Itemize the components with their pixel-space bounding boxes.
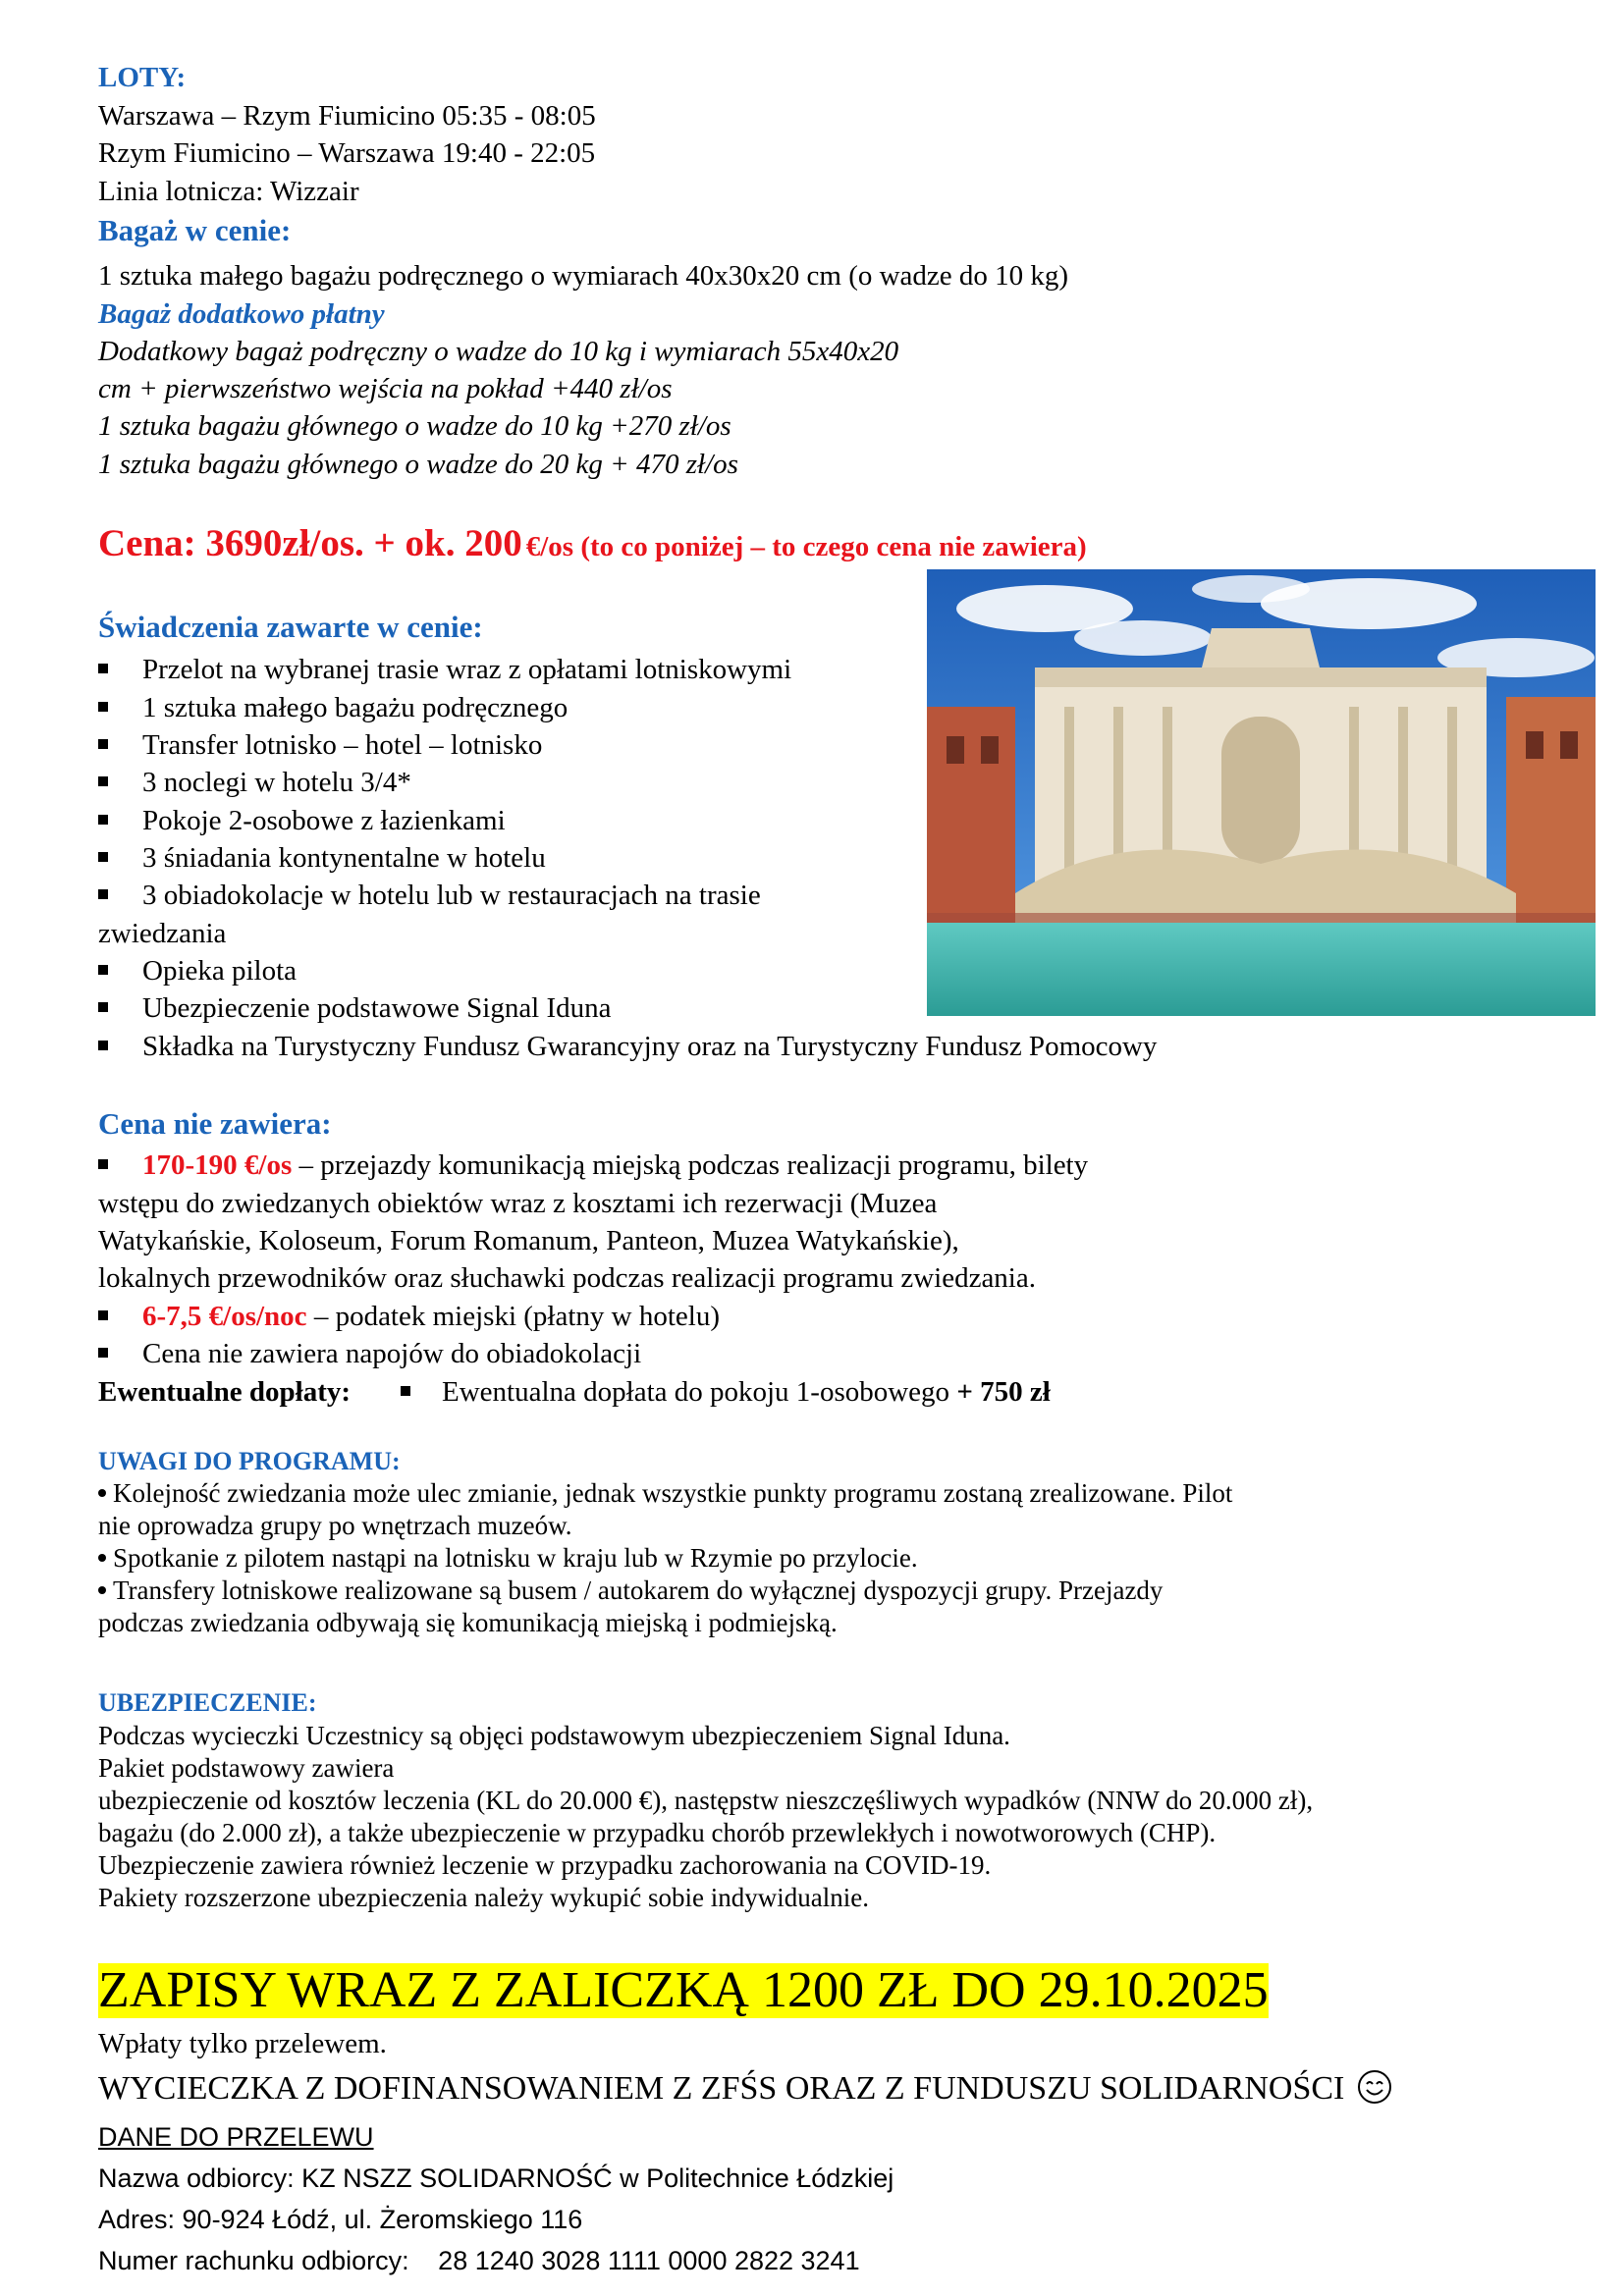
- payment-note: Wpłaty tylko przelewem.: [98, 2028, 387, 2059]
- account-label: Numer rachunku odbiorcy:: [98, 2246, 409, 2275]
- bullet-icon: [98, 776, 108, 786]
- bullet-dot-icon: [98, 1489, 106, 1497]
- account-number: 28 1240 3028 1111 0000 2822 3241: [438, 2246, 860, 2275]
- included-item: Opieka pilota: [142, 955, 298, 987]
- bullet-icon: [98, 852, 108, 862]
- bullet-icon: [401, 1386, 410, 1396]
- bullet-icon: [98, 1348, 108, 1358]
- baggage-extra-line: cm + pierwszeństwo wejścia na pokład +440 zł/os: [98, 373, 673, 404]
- notes-line: nie oprowadza grupy po wnętrzach muzeów.: [98, 1511, 572, 1540]
- included-item: 3 śniadania kontynentalne w hotelu: [142, 842, 546, 874]
- flight-outbound: Warszawa – Rzym Fiumicino 05:35 - 08:05: [98, 100, 596, 132]
- address-line: Adres: 90-924 Łódź, ul. Żeromskiego 116: [98, 2205, 583, 2234]
- baggage-extra-line: Dodatkowy bagaż podręczny o wadze do 10 kg i wymiarach 55x40x20: [98, 336, 899, 367]
- insurance-line: Pakiet podstawowy zawiera: [98, 1753, 395, 1783]
- price-suffix: €/os (to co poniżej – to czego cena nie zawiera): [525, 531, 1087, 562]
- included-item: Przelot na wybranej trasie wraz z opłatami lotniskowymi: [142, 654, 792, 685]
- bullet-icon: [98, 889, 108, 899]
- excluded-item-1-text: – przejazdy komunikacją miejską podczas realizacji programu, bilety: [292, 1149, 1089, 1181]
- recipient-line: Nazwa odbiorcy: KZ NSZZ SOLIDARNOŚĆ w Politechnice Łódzkiej: [98, 2163, 894, 2193]
- insurance-line: Pakiety rozszerzone ubezpieczenia należy wykupić sobie indywidualnie.: [98, 1883, 869, 1912]
- excluded-item-3: Cena nie zawiera napojów do obiadokolacji: [142, 1338, 642, 1369]
- included-item: Ubezpieczenie podstawowe Signal Iduna: [142, 992, 612, 1024]
- baggage-extra-line: 1 sztuka bagażu głównego o wadze do 20 kg + 470 zł/os: [98, 449, 738, 480]
- excluded-item-1: [142, 1147, 1088, 1184]
- trevi-fountain-illustration: [927, 569, 1596, 1016]
- extras-line: [442, 1373, 1051, 1411]
- insurance-heading: UBEZPIECZENIE:: [98, 1688, 317, 1717]
- account-line: [98, 2242, 860, 2279]
- flights-heading: LOTY:: [98, 62, 187, 93]
- bullet-icon: [98, 815, 108, 825]
- excluded-heading: Cena nie zawiera:: [98, 1106, 332, 1141]
- bullet-icon: [98, 1310, 108, 1320]
- included-item: 3 obiadokolacje w hotelu lub w restauracjach na trasie: [142, 880, 761, 911]
- bullet-dot-icon: [98, 1554, 106, 1562]
- excluded-item-1-line: wstępu do zwiedzanych obiektów wraz z kosztami ich rezerwacji (Muzea: [98, 1188, 938, 1219]
- price-main: Cena: 3690zł/os. + ok. 200: [98, 522, 522, 564]
- airline: Linia lotnicza: Wizzair: [98, 176, 359, 207]
- bullet-dot-icon: [98, 1586, 106, 1594]
- bullet-icon: [98, 1041, 108, 1050]
- extras-label: Ewentualne dopłaty:: [98, 1376, 352, 1408]
- excluded-item-2: [142, 1298, 720, 1335]
- notes-line: Kolejność zwiedzania może ulec zmianie, jednak wszystkie punkty programu zostaną zrealizowane. Pilot: [98, 1477, 1232, 1510]
- included-item: 3 noclegi w hotelu 3/4*: [142, 767, 411, 798]
- price-line: [98, 520, 1087, 575]
- notes-heading: UWAGI DO PROGRAMU:: [98, 1447, 401, 1475]
- insurance-line: ubezpieczenie od kosztów leczenia (KL do 20.000 €), następstw nieszczęśliwych wypadków (NNW do 20.000 zł),: [98, 1786, 1314, 1815]
- bullet-icon: [98, 1002, 108, 1012]
- insurance-line: Podczas wycieczki Uczestnicy są objęci podstawowym ubezpieczeniem Signal Iduna.: [98, 1721, 1010, 1750]
- smiley-icon: [1357, 2069, 1392, 2105]
- extras-price: + 750 zł: [956, 1376, 1051, 1408]
- excluded-item-1-price: 170-190 €/os: [142, 1149, 293, 1181]
- subsidy-line: [98, 2068, 1392, 2109]
- extras-text: Ewentualna dopłata do pokoju 1-osobowego: [442, 1376, 950, 1408]
- included-heading: Świadczenia zawarte w cenie:: [98, 610, 483, 644]
- included-item: 1 sztuka małego bagażu podręcznego: [142, 692, 568, 723]
- notes-line: Transfery lotniskowe realizowane są busem / autokarem do wyłącznej dyspozycji grupy. Przejazdy: [98, 1575, 1163, 1607]
- notes-line: Spotkanie z pilotem nastąpi na lotnisku w kraju lub w Rzymie po przylocie.: [98, 1542, 918, 1575]
- bullet-icon: [98, 664, 108, 673]
- bullet-icon: [98, 739, 108, 749]
- transfer-heading: DANE DO PRZELEWU: [98, 2122, 374, 2152]
- bullet-icon: [98, 702, 108, 712]
- excluded-item-1-line: Watykańskie, Koloseum, Forum Romanum, Panteon, Muzea Watykańskie),: [98, 1225, 959, 1256]
- baggage-extra-heading: Bagaż dodatkowo płatny: [98, 298, 385, 330]
- bullet-icon: [98, 965, 108, 975]
- baggage-included: 1 sztuka małego bagażu podręcznego o wymiarach 40x30x20 cm (o wadze do 10 kg): [98, 260, 1069, 292]
- excluded-item-2-price: 6-7,5 €/os/noc: [142, 1301, 307, 1332]
- insurance-line: bagażu (do 2.000 zł), a także ubezpieczenie w przypadku chorób przewlekłych i nowotworowych (CHP).: [98, 1818, 1217, 1847]
- signup-banner: ZAPISY WRAZ Z ZALICZKĄ 1200 ZŁ DO 29.10.2025: [98, 1962, 1269, 2018]
- notes-line: podczas zwiedzania odbywają się komunikacją miejską i podmiejską.: [98, 1608, 838, 1637]
- bullet-icon: [98, 1159, 108, 1169]
- included-item: Pokoje 2-osobowe z łazienkami: [142, 805, 506, 836]
- insurance-line: Ubezpieczenie zawiera również leczenie w przypadku zachorowania na COVID-19.: [98, 1850, 992, 1880]
- included-item: Składka na Turystyczny Fundusz Gwarancyjny oraz na Turystyczny Fundusz Pomocowy: [142, 1031, 1158, 1062]
- trevi-fountain-photo: [927, 569, 1596, 1016]
- flight-return: Rzym Fiumicino – Warszawa 19:40 - 22:05: [98, 137, 596, 169]
- included-item-continuation: zwiedzania: [98, 918, 227, 949]
- baggage-extra-line: 1 sztuka bagażu głównego o wadze do 10 kg +270 zł/os: [98, 410, 731, 442]
- included-item: Transfer lotnisko – hotel – lotnisko: [142, 729, 543, 761]
- subsidy-text: WYCIECZKA Z DOFINANSOWANIEM Z ZFŚS ORAZ Z FUNDUSZU SOLIDARNOŚCI: [98, 2070, 1345, 2107]
- excluded-item-1-line: lokalnych przewodników oraz słuchawki podczas realizacji programu zwiedzania.: [98, 1262, 1036, 1294]
- baggage-heading: Bagaż w cenie:: [98, 213, 292, 247]
- excluded-item-2-text: – podatek miejski (płatny w hotelu): [306, 1301, 720, 1332]
